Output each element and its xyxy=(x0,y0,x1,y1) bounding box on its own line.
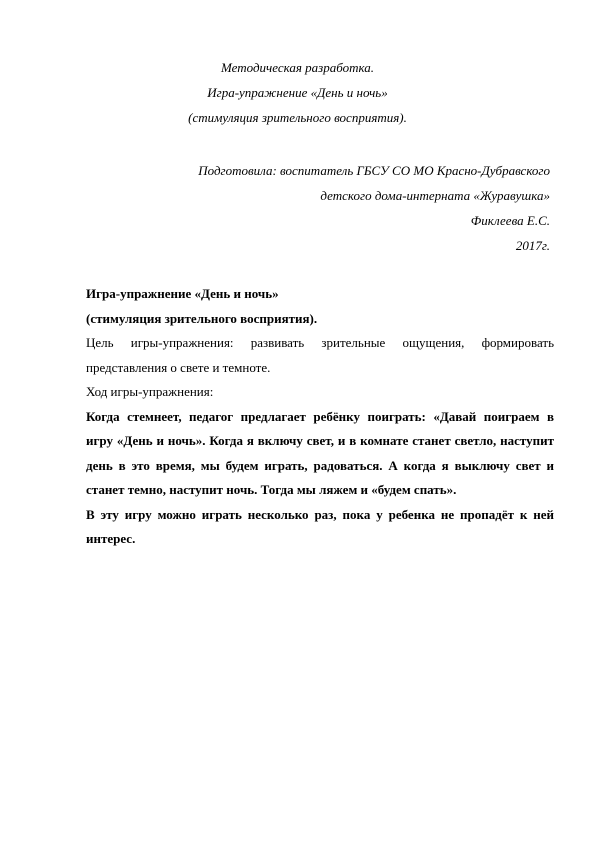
process-heading xyxy=(86,380,554,405)
document-header xyxy=(0,55,595,130)
section-title xyxy=(86,282,554,331)
section-title-line-2: (стимуляция зрительного восприятия). xyxy=(86,310,318,326)
author-year: 2017г. xyxy=(515,238,550,253)
process-paragraph xyxy=(86,405,554,503)
process-line-3: день в это время, мы будем играть, радоваться. А когда я выключу свет и xyxy=(86,457,554,473)
process-line-1: Когда стемнеет, педагог предлагает ребёнку поиграть: «Давай поиграем в xyxy=(86,408,554,424)
author-line-prepared-by: Подготовила: воспитатель ГБСУ СО МО Красно-Дубравского xyxy=(198,163,550,178)
repeat-line-2: интерес. xyxy=(86,531,136,546)
header-line-game-title: Игра-упражнение «День и ночь» xyxy=(207,85,388,100)
goal-paragraph xyxy=(86,331,554,380)
author-line-institution: детского дома-интерната «Журавушка» xyxy=(320,188,550,203)
process-line-2: игру «День и ночь». Когда я включу свет, и в комнате станет светло, наступит xyxy=(86,433,554,448)
repeat-line-1: В эту игру можно играть несколько раз, пока у ребенка не пропадёт к ней xyxy=(86,506,554,522)
section-title-line-1: Игра-упражнение «День и ночь» xyxy=(86,286,279,301)
header-line-subtitle: (стимуляция зрительного восприятия). xyxy=(188,110,407,125)
repeat-paragraph xyxy=(86,503,554,552)
header-line-methodical: Методическая разработка. xyxy=(221,60,374,75)
process-heading-text: Ход игры-упражнения: xyxy=(86,384,214,399)
goal-line-2: представления о свете и темноте. xyxy=(86,359,271,375)
document-body xyxy=(86,282,554,552)
author-name: Фиклеева Е.С. xyxy=(470,213,550,228)
goal-line-1: Цель игры-упражнения: развивать зрительные ощущения, формировать xyxy=(86,335,554,350)
author-block xyxy=(198,158,550,258)
process-line-4: станет темно, наступит ночь. Тогда мы ляжем и «будем спать». xyxy=(86,482,457,497)
